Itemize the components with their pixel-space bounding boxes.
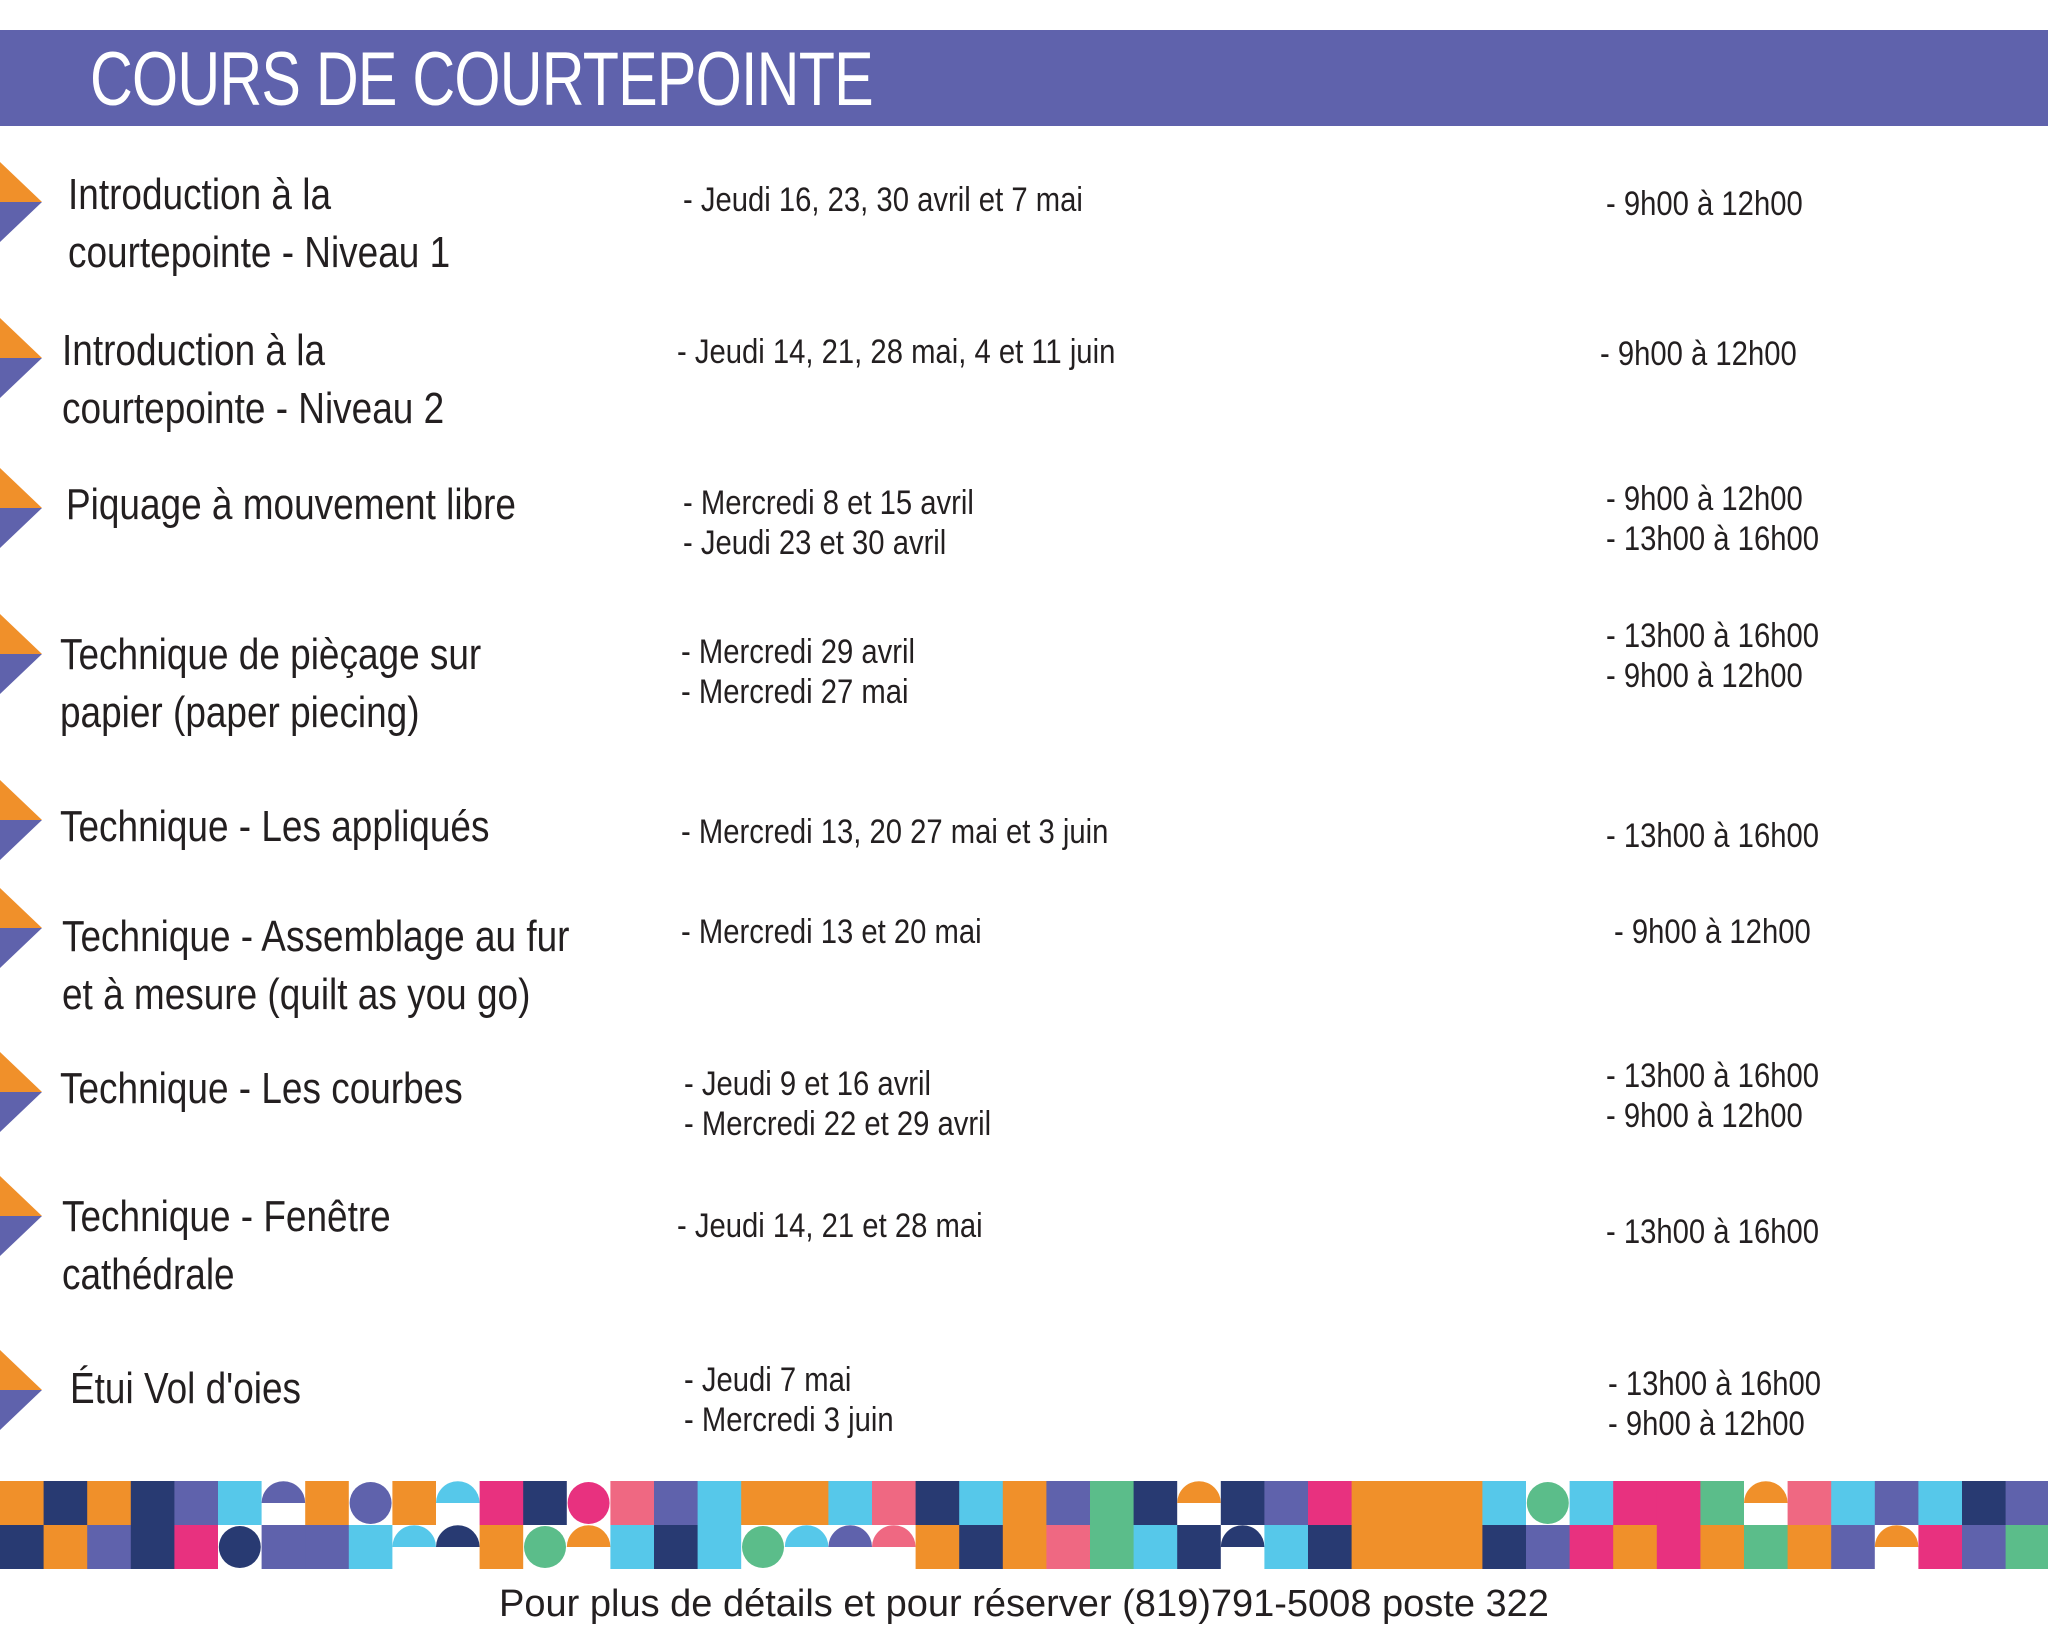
course-name [60, 626, 481, 742]
course-dates [684, 1064, 991, 1144]
course-time-line: - 9h00 à 12h00 [1606, 185, 1803, 223]
course-time-line: - 9h00 à 12h00 [1608, 1405, 1805, 1443]
course-date-line: - Mercredi 8 et 15 avril [683, 484, 974, 522]
course-name-line: Technique - Les appliqués [60, 802, 490, 851]
course-dates [681, 812, 1108, 852]
course-name-line: courtepointe - Niveau 1 [68, 228, 451, 277]
course-date-line: - Jeudi 23 et 30 avril [683, 524, 947, 562]
course-date-line: - Jeudi 14, 21, 28 mai, 4 et 11 juin [677, 333, 1116, 371]
bullet-arrow-icon [0, 1176, 42, 1256]
course-time-line: - 13h00 à 16h00 [1606, 1213, 1819, 1251]
course-name-line: Technique - Assemblage au fur [62, 912, 570, 961]
course-date-line: - Jeudi 9 et 16 avril [684, 1065, 932, 1103]
course-name [60, 798, 489, 856]
course-times [1600, 334, 1797, 374]
course-name-line: papier (paper piecing) [60, 688, 420, 737]
bullet-arrow-icon [0, 780, 42, 860]
course-dates [677, 332, 1115, 372]
bullet-arrow-icon [0, 468, 42, 548]
course-time-line: - 9h00 à 12h00 [1606, 657, 1803, 695]
course-times [1614, 912, 1811, 952]
course-date-line: - Mercredi 29 avril [681, 633, 915, 671]
course-name-line: Technique - Les courbes [60, 1064, 463, 1113]
course-name-line: Technique de pièçage sur [60, 630, 482, 679]
course-time-line: - 13h00 à 16h00 [1606, 1057, 1819, 1095]
course-dates [681, 632, 915, 712]
bullet-arrow-icon [0, 318, 42, 398]
course-times [1608, 1364, 1821, 1444]
quilt-pattern-strip [0, 1481, 2048, 1569]
course-name [62, 1188, 391, 1304]
course-times [1606, 816, 1819, 856]
bullet-arrow-icon [0, 1052, 42, 1132]
course-time-line: - 13h00 à 16h00 [1606, 817, 1819, 855]
course-time-line: - 9h00 à 12h00 [1606, 480, 1803, 518]
course-name-line: Introduction à la [62, 326, 325, 375]
bullet-arrow-icon [0, 614, 42, 694]
bullet-arrow-icon [0, 162, 42, 242]
bullet-arrow-icon [0, 888, 42, 968]
footer-contact: Pour plus de détails et pour réserver (819)791-5008 poste 322 [499, 1583, 1549, 1625]
course-name [62, 322, 444, 438]
course-dates [684, 1360, 894, 1440]
course-dates [683, 483, 974, 563]
course-name-line: et à mesure (quilt as you go) [62, 970, 531, 1019]
course-name-line: cathédrale [62, 1250, 235, 1299]
course-date-line: - Mercredi 3 juin [684, 1401, 894, 1439]
course-name-line: Piquage à mouvement libre [66, 480, 516, 529]
course-name [66, 476, 516, 534]
course-time-line: - 13h00 à 16h00 [1606, 520, 1819, 558]
header-band [0, 30, 2048, 126]
course-date-line: - Jeudi 14, 21 et 28 mai [677, 1207, 983, 1245]
page-title: COURS DE COURTEPOINTE [90, 37, 873, 122]
course-time-line: - 9h00 à 12h00 [1614, 913, 1811, 951]
course-name [60, 1060, 463, 1118]
course-date-line: - Mercredi 22 et 29 avril [684, 1105, 992, 1143]
course-name-line: Étui Vol d'oies [70, 1364, 302, 1413]
course-name-line: courtepointe - Niveau 2 [62, 384, 445, 433]
course-times [1606, 184, 1803, 224]
course-dates [683, 180, 1083, 220]
course-date-line: - Mercredi 13, 20 27 mai et 3 juin [681, 813, 1109, 851]
course-name [70, 1360, 301, 1418]
course-dates [677, 1206, 983, 1246]
course-time-line: - 9h00 à 12h00 [1606, 1097, 1803, 1135]
bullet-arrow-icon [0, 1350, 42, 1430]
course-name-line: Technique - Fenêtre [62, 1192, 391, 1241]
course-times [1606, 616, 1819, 696]
course-times [1606, 479, 1819, 559]
course-date-line: - Jeudi 16, 23, 30 avril et 7 mai [683, 181, 1083, 219]
course-times [1606, 1056, 1819, 1136]
course-time-line: - 13h00 à 16h00 [1608, 1365, 1821, 1403]
course-name [68, 166, 450, 282]
course-times [1606, 1212, 1819, 1252]
course-name [62, 908, 569, 1024]
course-date-line: - Mercredi 27 mai [681, 673, 909, 711]
course-name-line: Introduction à la [68, 170, 331, 219]
course-date-line: - Mercredi 13 et 20 mai [681, 913, 982, 951]
course-date-line: - Jeudi 7 mai [684, 1361, 852, 1399]
course-dates [681, 912, 982, 952]
course-time-line: - 9h00 à 12h00 [1600, 335, 1797, 373]
course-time-line: - 13h00 à 16h00 [1606, 617, 1819, 655]
